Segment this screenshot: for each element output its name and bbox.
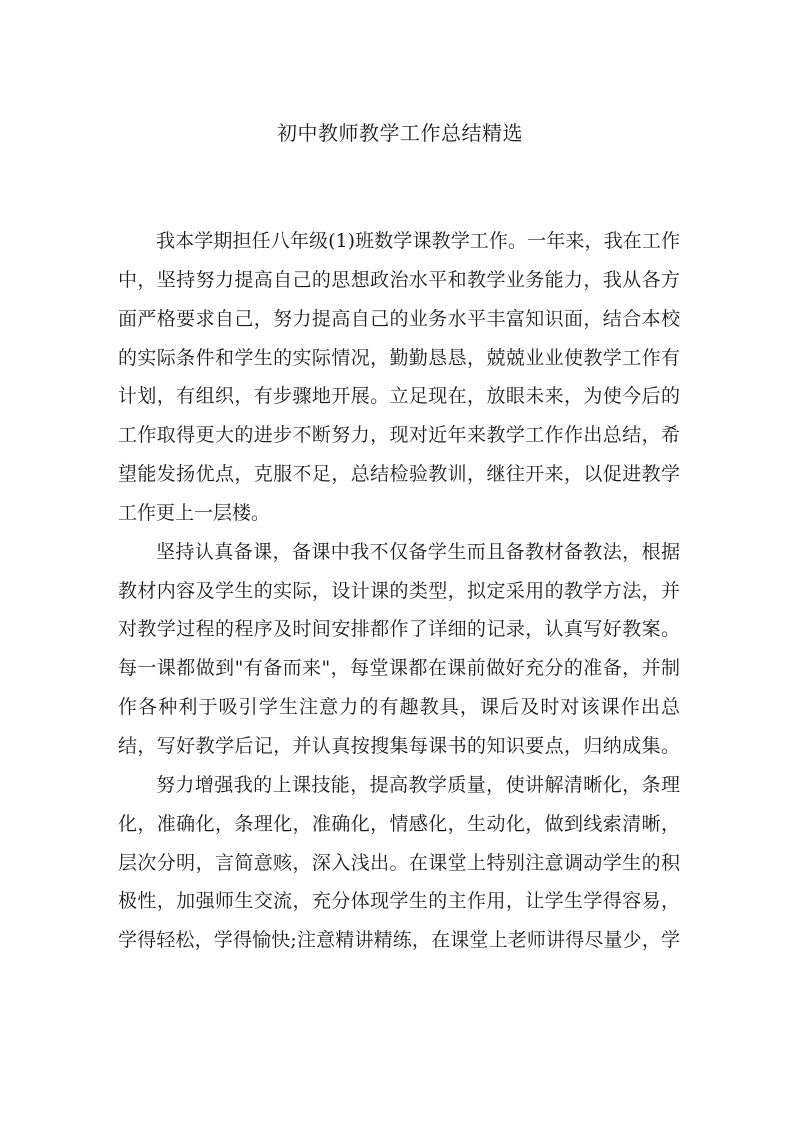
document-body [118,222,680,960]
paragraph-1-line-3: 面严格要求自己，努力提高自己的业务水平丰富知识面，结合本校 [118,307,680,330]
paragraph-3-line-1: 努力增强我的上课技能，提高教学质量，使讲解清晰化，条理 [156,773,680,796]
paragraph-2-line-5: 作各种利于吸引学生注意力的有趣教具，课后及时对该课作出总 [118,696,680,719]
paragraph-1-line-6: 工作取得更大的进步不断努力，现对近年来教学工作作出总结，希 [118,424,680,447]
paragraph-1-line-1: 我本学期担任八年级(1)班数学课教学工作。一年来，我在工作 [156,230,680,252]
paragraph-1-line-5: 计划，有组织，有步骤地开展。立足现在，放眼未来，为使今后的 [118,385,680,408]
paragraph-3-line-4: 极性，加强师生交流，充分体现学生的主作用，让学生学得容易， [118,890,680,913]
paragraph-1-line-7: 望能发扬优点，克服不足，总结检验教训，继往开来，以促进教学 [118,463,680,486]
paragraph-1-line-2: 中，坚持努力提高自己的思想政治水平和教学业务能力，我从各方 [118,268,680,291]
paragraph-3-line-2: 化，准确化，条理化，准确化，情感化，生动化，做到线索清晰， [118,812,680,835]
paragraph-1-line-4: 的实际条件和学生的实际情况，勤勤恳恳，兢兢业业使教学工作有 [118,346,680,369]
paragraph-2-line-1: 坚持认真备课，备课中我不仅备学生而且备教材备教法，根据 [156,540,680,563]
paragraph-3-line-3: 层次分明，言简意赅，深入浅出。在课堂上特别注意调动学生的积 [118,851,680,874]
paragraph-2-line-4: 每一课都做到"有备而来"，每堂课都在课前做好充分的准备，并制 [118,657,680,680]
paragraph-2-line-2: 教材内容及学生的实际，设计课的类型，拟定采用的教学方法，并 [118,579,680,602]
paragraph-2-line-6: 结，写好教学后记，并认真按搜集每课书的知识要点，归纳成集。 [118,734,680,757]
paragraph-3-line-5: 学得轻松，学得愉快;注意精讲精练，在课堂上老师讲得尽量少，学 [118,929,680,952]
paragraph-2-line-3: 对教学过程的程序及时间安排都作了详细的记录，认真写好教案。 [118,618,680,641]
document-title: 初中教师教学工作总结精选 [277,121,523,145]
paragraph-1-line-8: 工作更上一层楼。 [118,501,271,524]
